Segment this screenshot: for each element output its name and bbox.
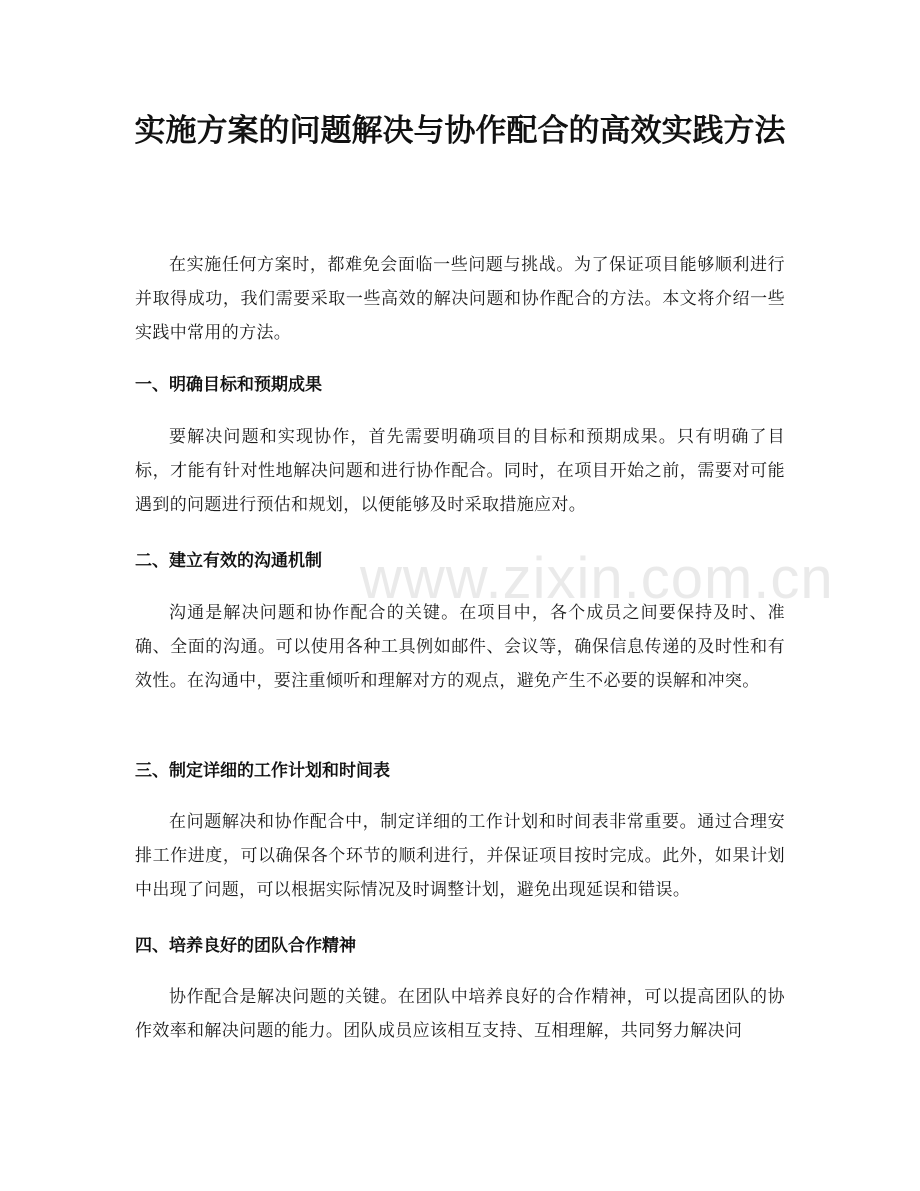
section-body-4: 协作配合是解决问题的关键。在团队中培养良好的合作精神，可以提高团队的协作效率和解决问题的能力。团队成员应该相互支持、互相理解，共同努力解决问 <box>135 987 785 1041</box>
section-body-3: 在问题解决和协作配合中，制定详细的工作计划和时间表非常重要。通过合理安排工作进度，可以确保各个环节的顺利进行，并保证项目按时完成。此外，如果计划中出现了问题，可以根据实际情况及时调整计划，避免出现延误和错误。 <box>135 812 785 900</box>
section-heading-3: 三、制定详细的工作计划和时间表 <box>135 761 390 781</box>
document-title: 实施方案的问题解决与协作配合的高效实践方法 <box>134 113 786 149</box>
watermark: www.zixin.com.cn <box>360 546 834 611</box>
section-heading-4: 四、培养良好的团队合作精神 <box>135 936 356 956</box>
section-heading-1: 一、明确目标和预期成果 <box>135 375 322 395</box>
section-heading-2: 二、建立有效的沟通机制 <box>135 551 322 571</box>
intro-paragraph: 在实施任何方案时，都难免会面临一些问题与挑战。为了保证项目能够顺利进行并取得成功，我们需要采取一些高效的解决问题和协作配合的方法。本文将介绍一些实践中常用的方法。 <box>135 255 785 343</box>
section-body-1: 要解决问题和实现协作，首先需要明确项目的目标和预期成果。只有明确了目标，才能有针对性地解决问题和进行协作配合。同时，在项目开始之前，需要对可能遇到的问题进行预估和规划，以便能够及时采取措施应对。 <box>135 427 785 515</box>
section-body-2: 沟通是解决问题和协作配合的关键。在项目中，各个成员之间要保持及时、准确、全面的沟通。可以使用各种工具例如邮件、会议等，确保信息传递的及时性和有效性。在沟通中，要注重倾听和理解对方的观点，避免产生不必要的误解和冲突。 <box>135 603 785 691</box>
